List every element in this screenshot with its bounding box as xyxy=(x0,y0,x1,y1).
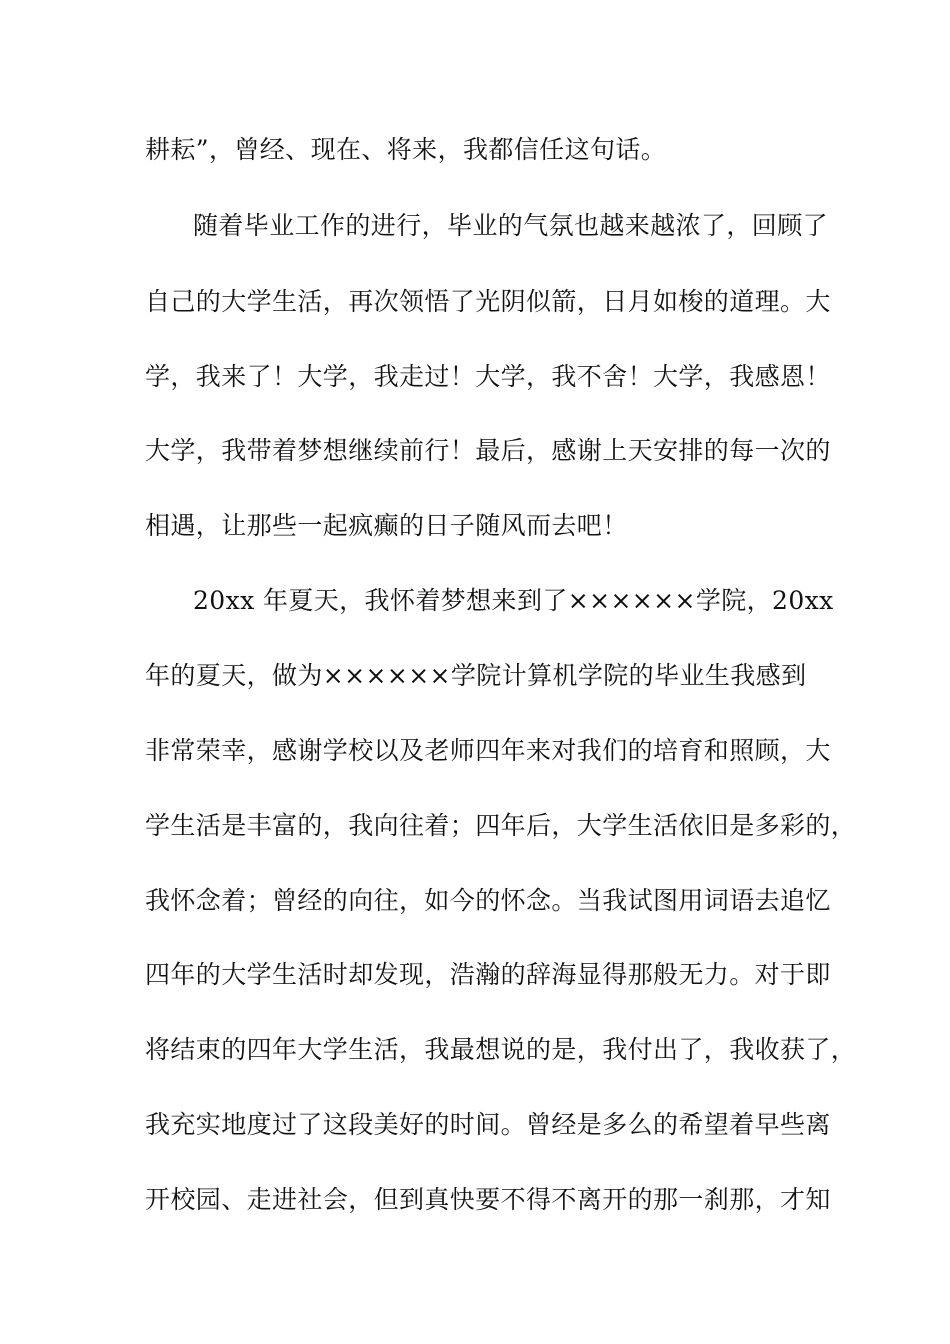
text-line-9: 非常荣幸，感谢学校以及老师四年来对我们的培育和照顾，大 xyxy=(145,736,831,765)
text-line-12: 四年的大学生活时却发现，浩瀚的辞海显得那般无力。对于即 xyxy=(145,960,831,989)
text-line-4: 学，我来了！大学，我走过！大学，我不舍！大学，我感恩！ xyxy=(145,362,831,391)
text-line-13: 将结束的四年大学生活，我最想说的是，我付出了，我收获了， xyxy=(145,1035,857,1064)
text-line-14: 我充实地度过了这段美好的时间。曾经是多么的希望着早些离 xyxy=(145,1110,831,1139)
text-line-8: 年的夏天，做为××××××学院计算机学院的毕业生我感到 xyxy=(145,661,807,690)
text-line-6: 相遇，让那些一起疯癫的日子随风而去吧！ xyxy=(145,511,628,540)
text-line-5: 大学，我带着梦想继续前行！最后，感谢上天安排的每一次的 xyxy=(145,436,831,465)
text-line-1: 耕耘”，曾经、现在、将来，我都信任这句话。 xyxy=(145,135,667,164)
text-line-11: 我怀念着；曾经的向往，如今的怀念。当我试图用词语去追忆 xyxy=(145,886,831,915)
text-line-7: 20xx 年夏天，我怀着梦想来到了××××××学院，20xx xyxy=(193,586,834,615)
text-line-2: 随着毕业工作的进行，毕业的气氛也越来越浓了，回顾了 xyxy=(193,211,829,240)
text-line-15: 开校园、走进社会，但到真快要不得不离开的那一刹那，才知 xyxy=(145,1185,831,1214)
text-line-10: 学生活是丰富的，我向往着；四年后，大学生活依旧是多彩的， xyxy=(145,811,857,840)
text-line-3: 自己的大学生活，再次领悟了光阴似箭，日月如梭的道理。大 xyxy=(145,287,831,316)
